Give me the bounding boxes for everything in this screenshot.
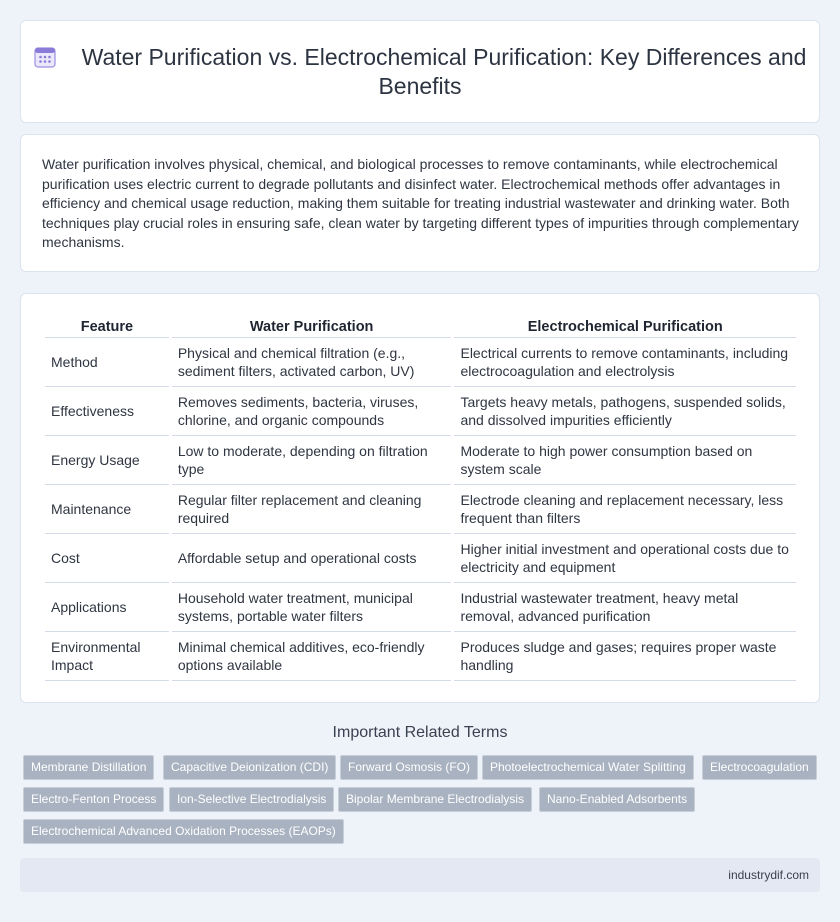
cell-electrochemical-purification: Moderate to high power consumption based on system scale	[454, 436, 796, 485]
cell-electrochemical-purification: Higher initial investment and operational costs due to electricity and equipment	[454, 534, 796, 583]
related-term-tag[interactable]: Electrochemical Advanced Oxidation Processes (EAOPs)	[23, 819, 344, 844]
cell-water-purification: Affordable setup and operational costs	[172, 534, 452, 583]
related-term-tag[interactable]: Photoelectrochemical Water Splitting	[482, 755, 694, 780]
intro-card	[20, 134, 820, 272]
cell-feature: Maintenance	[45, 485, 169, 534]
cell-water-purification: Low to moderate, depending on filtration type	[172, 436, 452, 485]
related-term-tag[interactable]: Electro-Fenton Process	[23, 787, 164, 812]
cell-feature: Effectiveness	[45, 387, 169, 436]
cell-feature: Energy Usage	[45, 436, 169, 485]
cell-electrochemical-purification: Industrial wastewater treatment, heavy metal removal, advanced purification	[454, 583, 796, 632]
related-term-tag[interactable]: Electrocoagulation	[702, 755, 817, 780]
title-card	[20, 20, 820, 123]
cell-feature: Cost	[45, 534, 169, 583]
related-terms-title: Important Related Terms	[332, 724, 508, 741]
related-term-tag[interactable]: Ion-Selective Electrodialysis	[169, 787, 334, 812]
related-term-tag[interactable]: Membrane Distillation	[23, 755, 154, 780]
cell-water-purification: Minimal chemical additives, eco-friendly options available	[172, 632, 452, 681]
header-electrochemical-purification: Electrochemical Purification	[454, 316, 796, 338]
table-row	[45, 583, 796, 632]
cell-electrochemical-purification: Electrical currents to remove contaminants, including electrocoagulation and electrolysis	[454, 338, 796, 387]
footer	[20, 858, 820, 892]
related-term-tag[interactable]: Forward Osmosis (FO)	[340, 755, 478, 780]
cell-electrochemical-purification: Electrode cleaning and replacement necessary, less frequent than filters	[454, 485, 796, 534]
related-term-tag[interactable]: Nano-Enabled Adsorbents	[539, 787, 695, 812]
cell-feature: Applications	[45, 583, 169, 632]
header-water-purification: Water Purification	[172, 316, 452, 338]
cell-water-purification: Household water treatment, municipal systems, portable water filters	[172, 583, 452, 632]
cell-electrochemical-purification: Produces sludge and gases; requires proper waste handling	[454, 632, 796, 681]
cell-feature: Environmental Impact	[45, 632, 169, 681]
cell-electrochemical-purification: Targets heavy metals, pathogens, suspended solids, and dissolved impurities efficiently	[454, 387, 796, 436]
comparison-table-card	[20, 293, 820, 703]
cell-water-purification: Physical and chemical filtration (e.g., sediment filters, activated carbon, UV)	[172, 338, 452, 387]
table-row	[45, 338, 796, 387]
table-header-row	[45, 316, 796, 338]
comparison-table	[42, 316, 799, 681]
header-feature: Feature	[45, 316, 169, 338]
cell-water-purification: Regular filter replacement and cleaning required	[172, 485, 452, 534]
intro-paragraph: Water purification involves physical, chemical, and biological processes to remove contaminants, while electrochemical purification uses electric current to degrade pollutants and disinfect water. Electrochemical methods offer advantages in efficiency and chemical usage reduction, making them suitable for treating industrial wastewater and drinking water. Both techniques play crucial roles in ensuring safe, clean water by targeting different types of impurities through complementary mechanisms.	[42, 156, 799, 251]
footer-site[interactable]: industrydif.com	[728, 868, 809, 882]
related-term-tag[interactable]: Bipolar Membrane Electrodialysis	[338, 787, 532, 812]
page-title	[21, 43, 819, 101]
cell-water-purification: Removes sediments, bacteria, viruses, chlorine, and organic compounds	[172, 387, 452, 436]
related-term-tag[interactable]: Capacitive Deionization (CDI)	[163, 755, 336, 780]
table-row	[45, 534, 796, 583]
page-title-text: Water Purification vs. Electrochemical Purification: Key Differences and Benefits	[81, 44, 807, 99]
table-row	[45, 387, 796, 436]
table-row	[45, 485, 796, 534]
table-row	[45, 632, 796, 681]
calendar-icon	[34, 46, 56, 68]
table-row	[45, 436, 796, 485]
cell-feature: Method	[45, 338, 169, 387]
